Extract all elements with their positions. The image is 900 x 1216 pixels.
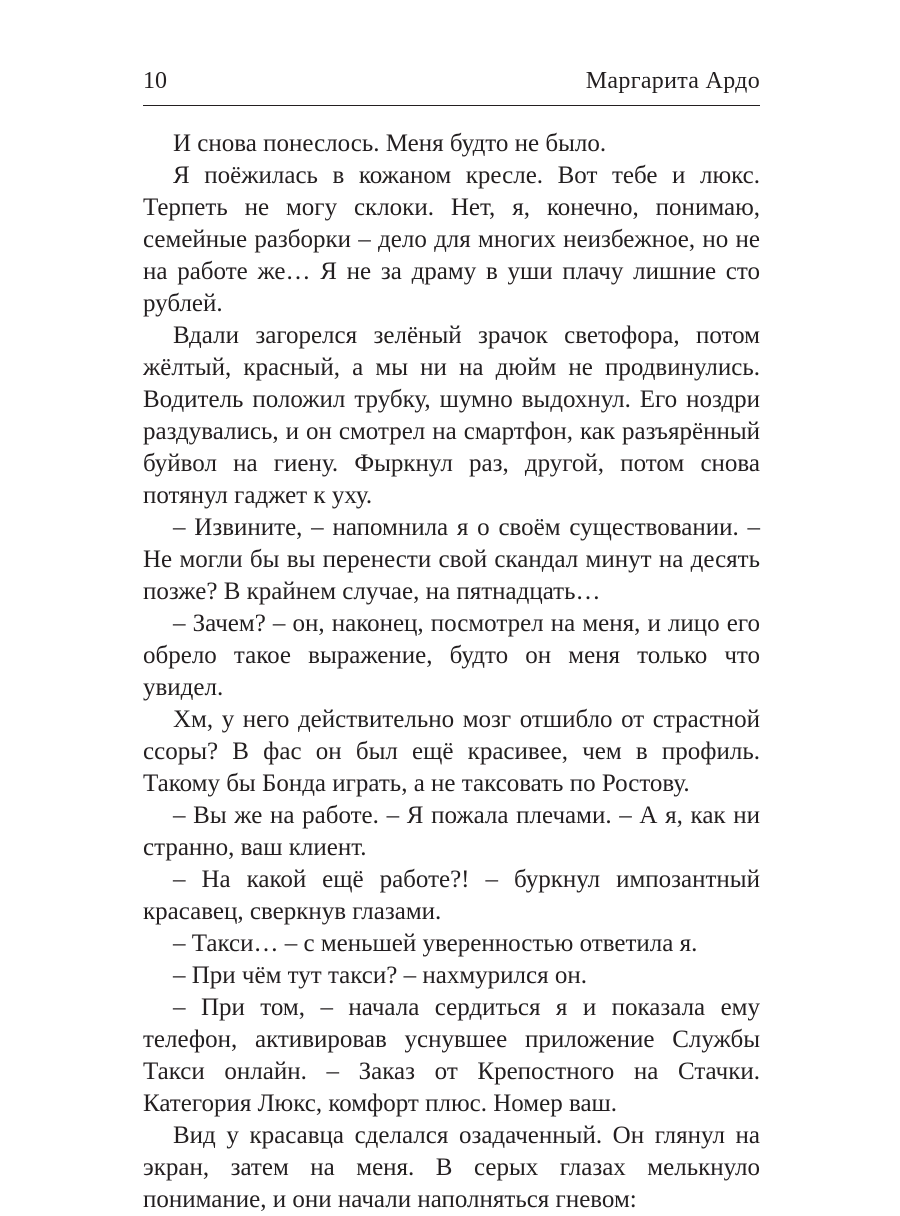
paragraph: – Вы же на работе. – Я пожала плечами. – А я, как ни странно, ваш клиент.: [143, 802, 760, 861]
paragraph: – Зачем? – он, наконец, посмотрел на меня, и лицо его обрело такое выражение, будто он меня только что увидел.: [143, 610, 760, 701]
paragraph: Я поёжилась в кожаном кресле. Вот тебе и люкс. Терпеть не могу склоки. Нет, я, конечно, понимаю, семейные разборки – дело для многих неизбежное, но не на работе же… Я не за драму в уши плачу лишние сто рублей.: [143, 162, 760, 317]
author-name: Маргарита Ардо: [585, 68, 760, 94]
paragraph: Хм, у него действительно мозг отшибло от страстной ссоры? В фас он был ещё красивее, чем в профиль. Такому бы Бонда играть, а не таксовать по Ростову.: [143, 706, 760, 797]
body-text: [143, 128, 760, 1216]
paragraph: – При том, – начала сердиться я и показала ему телефон, активировав уснувшее приложение Службы Такси онлайн. – Заказ от Крепостного на Стачки. Категория Люкс, комфорт плюс. Номер ваш.: [143, 994, 760, 1117]
paragraph: – Такси… – с меньшей уверенностью ответила я.: [173, 930, 698, 957]
paragraph: – На какой ещё работе?! – буркнул импозантный красавец, сверкнув глазами.: [143, 866, 760, 925]
page-number: 10: [143, 68, 167, 94]
running-head: [143, 66, 760, 96]
paragraph: – При чём тут такси? – нахмурился он.: [173, 962, 587, 989]
paragraph: Вид у красавца сделался озадаченный. Он глянул на экран, затем на меня. В серых глазах мелькнуло понимание, и они начали наполняться гневом:: [143, 1122, 760, 1213]
paragraph: – Извините, – напомнила я о своём существовании. – Не могли бы вы перенести свой скандал минут на десять позже? В крайнем случае, на пятнадцать…: [143, 514, 760, 605]
header-rule: [143, 105, 760, 106]
paragraph: Вдали загорелся зелёный зрачок светофора, потом жёлтый, красный, а мы ни на дюйм не продвинулись. Водитель положил трубку, шумно выдохнул. Его ноздри раздувались, и он смотрел на смартфон, как разъярённый буйвол на гиену. Фыркнул раз, другой, потом снова потянул гаджет к уху.: [143, 322, 760, 509]
paragraph: И снова понеслось. Меня будто не было.: [173, 130, 607, 157]
